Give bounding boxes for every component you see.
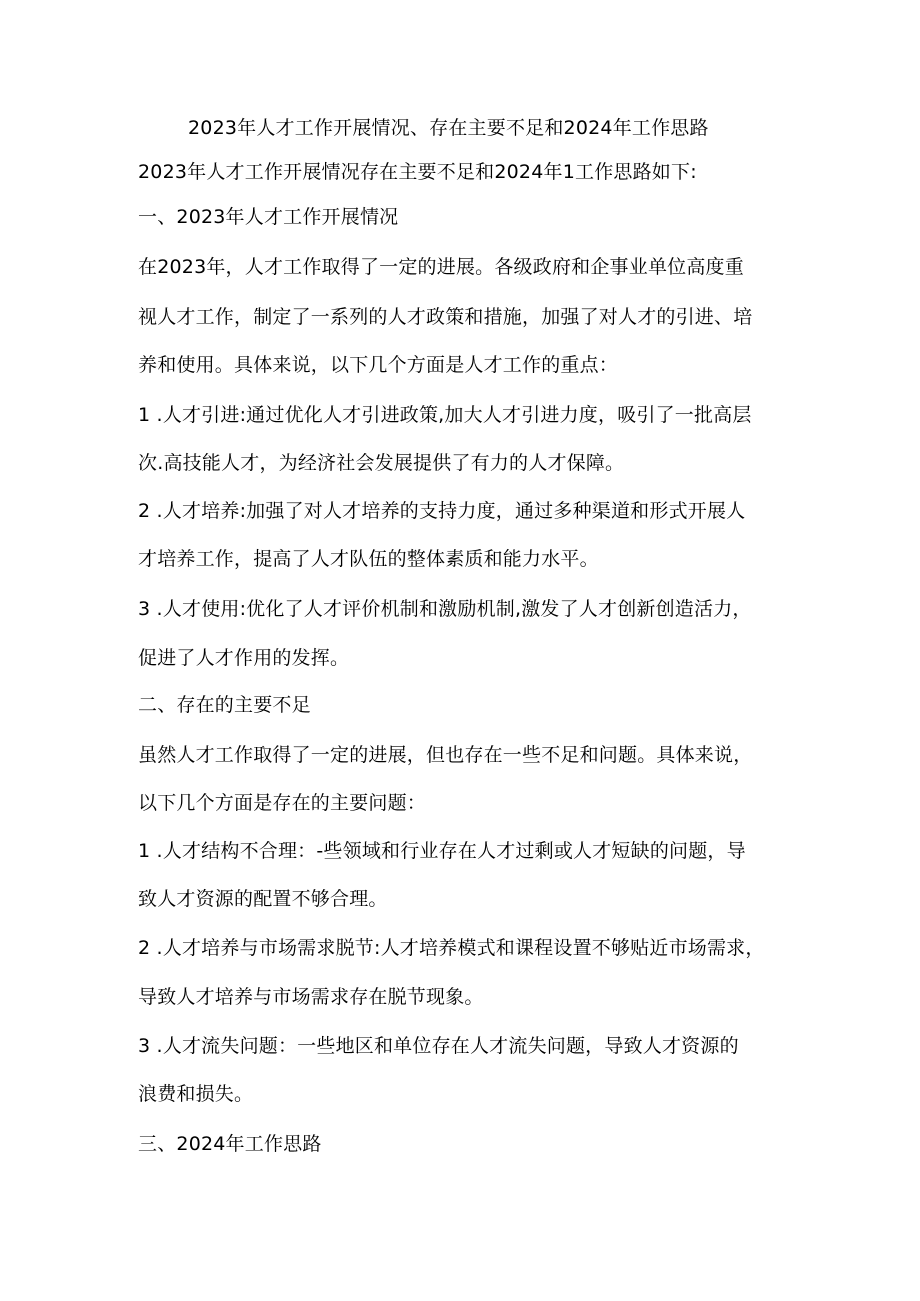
section-2-item-1-line-1: 1 .人才结构不合理：-些领域和行业存在人才过剩或人才短缺的问题，导 bbox=[138, 840, 746, 862]
section-2-item-3-line-2: 浪费和损失。 bbox=[138, 1083, 254, 1105]
section-2-item-2-line-1: 2 .人才培养与市场需求脱节:人才培养模式和课程设置不够贴近市场需求， bbox=[138, 937, 765, 959]
section-2-heading: 二、存在的主要不足 bbox=[138, 694, 311, 716]
section-1-para-line-3: 养和使用。具体来说，以下几个方面是人才工作的重点： bbox=[138, 354, 619, 376]
document-title: 2023年人才工作开展情况、存在主要不足和2024年工作思路 bbox=[188, 117, 709, 139]
section-3-heading: 三、2024年工作思路 bbox=[138, 1133, 322, 1155]
section-2-item-2-line-2: 导致人才培养与市场需求存在脱节现象。 bbox=[138, 986, 484, 1008]
section-2-item-1-line-2: 致人才资源的配置不够合理。 bbox=[138, 888, 388, 910]
intro-text: 2023年人才工作开展情况存在主要不足和2024年1工作思路如下: bbox=[138, 161, 697, 183]
section-1-item-2-line-2: 才培养工作，提高了人才队伍的整体素质和能力水平。 bbox=[138, 548, 599, 570]
section-2-para-line-2: 以下几个方面是存在的主要问题： bbox=[138, 792, 427, 814]
section-2-item-3-line-1: 3 .人才流失问题：一些地区和单位存在人才流失问题，导致人才资源的 bbox=[138, 1035, 739, 1057]
section-1-item-3-line-2: 促进了人才作用的发挥。 bbox=[138, 647, 350, 669]
section-1-item-1-line-1: 1 .人才引进:通过优化人才引进政策,加大人才引进力度，吸引了一批高层 bbox=[138, 404, 752, 426]
section-1-para-line-1: 在2023年，人才工作取得了一定的进展。各级政府和企事业单位高度重 bbox=[138, 256, 744, 278]
section-1-item-2-line-1: 2 .人才培养:加强了对人才培养的支持力度，通过多种渠道和形式开展人 bbox=[138, 500, 746, 522]
section-1-item-1-line-2: 次.高技能人才，为经济社会发展提供了有力的人才保障。 bbox=[138, 452, 625, 474]
section-1-heading: 一、2023年人才工作开展情况 bbox=[138, 206, 399, 228]
section-1-para-line-2: 视人才工作，制定了一系列的人才政策和措施，加强了对人才的引进、培 bbox=[138, 306, 753, 328]
section-2-para-line-1: 虽然人才工作取得了一定的进展，但也存在一些不足和问题。具体来说， bbox=[138, 744, 753, 766]
section-1-item-3-line-1: 3 .人才使用:优化了人才评价机制和激励机制,激发了人才创新创造活力， bbox=[138, 598, 752, 620]
